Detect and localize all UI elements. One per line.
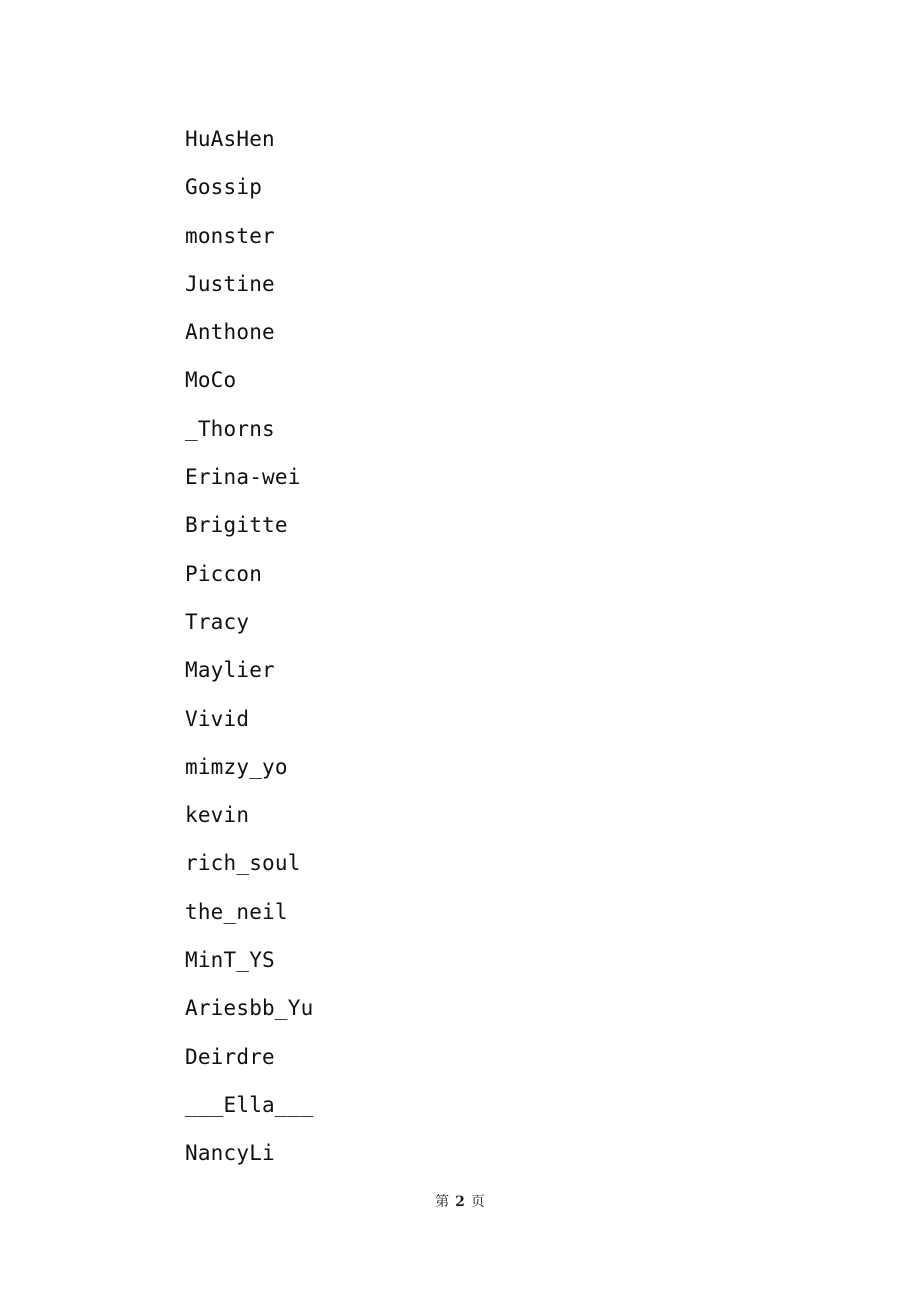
list-item: monster: [185, 223, 275, 248]
list-item: HuAsHen: [185, 127, 275, 151]
list-item: Ariesbb_Yu: [185, 996, 314, 1021]
list-item: Tracy: [185, 609, 250, 634]
list-item: Deirdre: [185, 1044, 275, 1069]
page-number-suffix: 页: [470, 1194, 485, 1210]
list-item: the_neil: [185, 899, 288, 924]
page-number: 2: [455, 1194, 465, 1210]
list-item: Gossip: [185, 175, 263, 200]
list-item: Anthone: [185, 320, 275, 345]
page-number-prefix: 第: [435, 1194, 450, 1210]
list-item: mimzy_yo: [185, 754, 288, 779]
list-item: MoCo: [185, 368, 237, 393]
list-item: Maylier: [185, 658, 275, 683]
list-item: Justine: [185, 271, 275, 296]
list-item: Brigitte: [185, 513, 288, 538]
list-item: MinT_YS: [185, 948, 275, 973]
list-item: rich_soul: [185, 851, 301, 876]
list-item: Piccon: [185, 561, 263, 586]
list-item: ___Ella___: [185, 1092, 314, 1117]
list-item: Erina-wei: [185, 465, 301, 490]
name-list: [185, 124, 313, 1187]
list-item: kevin: [185, 803, 250, 828]
list-item: NancyLi: [185, 1141, 275, 1166]
list-item: Vivid: [185, 706, 250, 731]
page-footer: [0, 1191, 920, 1211]
list-item: _Thorns: [185, 416, 275, 441]
